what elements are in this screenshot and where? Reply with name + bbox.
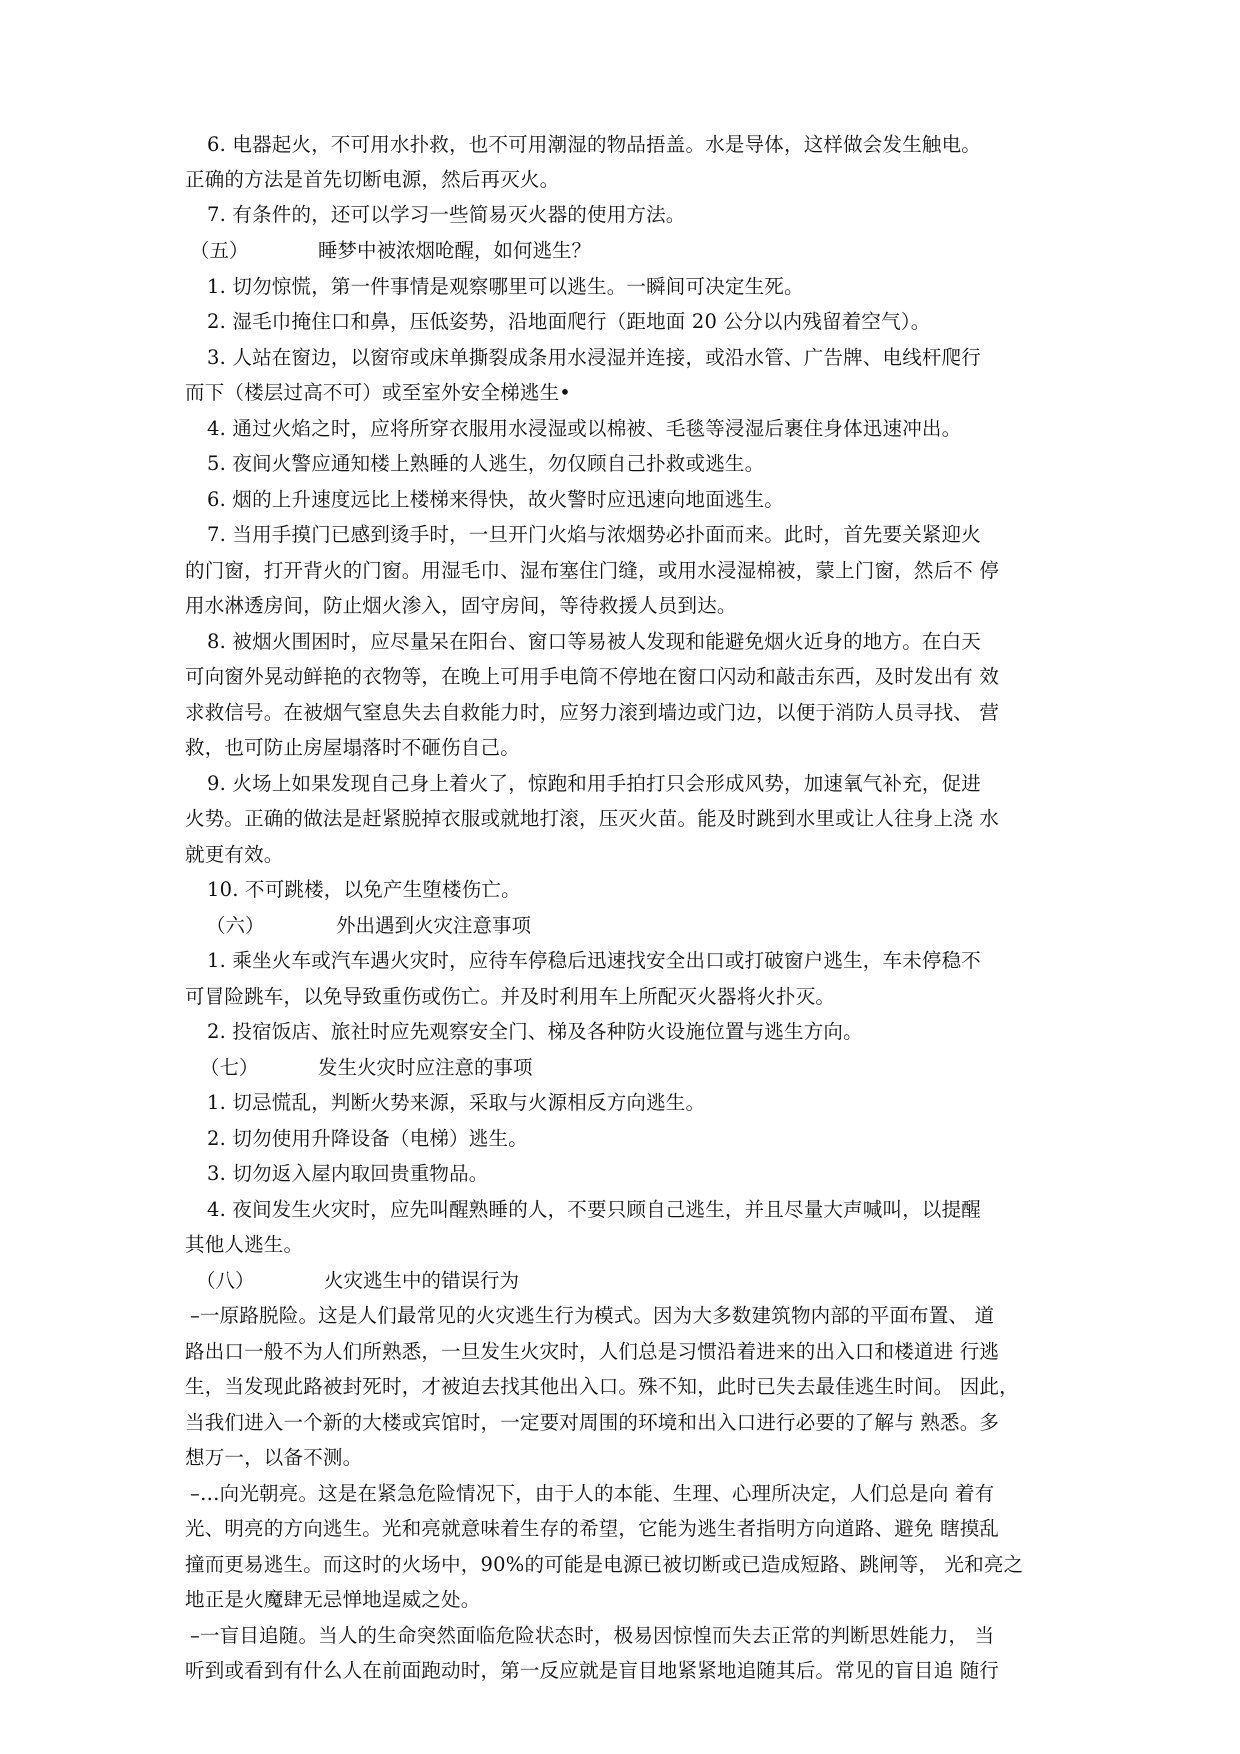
paragraph-line: 其他人逃生。	[185, 1233, 304, 1256]
paragraph-line: 2. 切勿使用升降设备（电梯）逃生。	[207, 1127, 528, 1150]
paragraph-line: 9. 火场上如果发现自己身上着火了，惊跑和用手拍打只会形成风势，加速氧气补充，促进	[207, 772, 982, 795]
paragraph-line: 就更有效。	[185, 843, 284, 866]
paragraph-line: 3. 切勿返入屋内取回贵重物品。	[207, 1162, 489, 1185]
paragraph-line: 地正是火魔肆无忌惮地逞威之处。	[185, 1588, 481, 1611]
paragraph-line: 当我们进入一个新的大楼或宾馆时，一定要对周围的环境和出入口进行必要的了解与 熟悉。多	[185, 1411, 1000, 1434]
paragraph-line: 火势。正确的做法是赶紧脱掉衣服或就地打滚，压灭火苗。能及时跳到水里或让人往身上浇 水	[185, 807, 1000, 830]
paragraph-line: 正确的方法是首先切断电源，然后再灭火。	[185, 168, 560, 191]
paragraph-line: 4. 通过火焰之时，应将所穿衣服用水浸湿或以棉被、毛毯等浸湿后裹住身体迅速冲出。	[207, 417, 962, 440]
section-heading-label: （八）	[196, 1269, 255, 1292]
paragraph-line: 5. 夜间火警应通知楼上熟睡的人逃生，勿仅顾自己扑救或逃生。	[207, 452, 765, 475]
paragraph-line: –一盲目追随。当人的生命突然面临危险状态时，极易因惊惶而失去正常的判断思姓能力， 当	[190, 1624, 995, 1647]
section-heading-title: 火灾逃生中的错误行为	[324, 1269, 520, 1292]
paragraph-line: 生，当发现此路被封死时，才被迫去找其他出入口。殊不知，此时已失去最佳逃生时间。 因此，	[185, 1375, 1019, 1398]
paragraph-line: 撞而更易逃生。而这时的火场中，90%的可能是电源已被切断或已造成短路、跳闸等， 光和亮之	[185, 1553, 1024, 1576]
section-heading-label: （七）	[200, 1056, 259, 1079]
paragraph-line: 1. 乘坐火车或汽车遇火灾时，应待车停稳后迅速找安全出口或打破窗户逃生，车未停稳不	[207, 949, 982, 972]
paragraph-line: 求救信号。在被烟气窒息失去自救能力时，应努力滚到墙边或门边，以便于消防人员寻找、 营	[185, 701, 1000, 724]
paragraph-line: 6. 烟的上升速度远比上楼梯来得快，故火警时应迅速向地面逃生。	[207, 488, 785, 511]
paragraph-line: 10. 不可跳楼，以免产生堕楼伤亡。	[207, 878, 521, 901]
paragraph-line: 7. 当用手摸门已感到烫手时，一旦开门火焰与浓烟势必扑面而来。此时，首先要关紧迎火	[207, 523, 982, 546]
paragraph-line: 救，也可防止房屋塌落时不砸伤自己。	[185, 736, 520, 759]
paragraph-line: 3. 人站在窗边，以窗帘或床单撕裂成条用水浸湿并连接，或沿水管、广告牌、电线杆爬行	[207, 346, 982, 369]
paragraph-line: 1. 切忌慌乱，判断火势来源，采取与火源相反方向逃生。	[207, 1091, 706, 1114]
paragraph-line: 7. 有条件的，还可以学习一些简易灭火器的使用方法。	[207, 203, 686, 226]
paragraph-line: –一原路脱险。这是人们最常见的火灾逃生行为模式。因为大多数建筑物内部的平面布置、 道	[190, 1304, 995, 1327]
paragraph-line: 8. 被烟火围困时，应尽量呆在阳台、窗口等易被人发现和能避免烟火近身的地方。在白天	[207, 630, 982, 653]
paragraph-line: –…向光朝亮。这是在紧急危险情况下，由于人的本能、生理、心理所决定，人们总是向 着有	[190, 1482, 995, 1505]
section-heading-label: （五）	[190, 239, 249, 262]
paragraph-line: 光、明亮的方向逃生。光和亮就意味着生存的希望，它能为逃生者指明方向道路、避免 瞎摸乱	[185, 1517, 1000, 1540]
paragraph-line: 6. 电器起火，不可用水扑救，也不可用潮湿的物品捂盖。水是导体，这样做会发生触电。	[207, 133, 982, 156]
paragraph-line: 4. 夜间发生火灾时，应先叫醒熟睡的人，不要只顾自己逃生，并且尽量大声喊叫，以提醒	[207, 1198, 982, 1221]
section-heading-label: （六）	[206, 914, 265, 937]
paragraph-line: 1. 切勿惊慌，第一件事情是观察哪里可以逃生。一瞬间可决定生死。	[207, 275, 804, 298]
paragraph-line: 2. 投宿饭店、旅社时应先观察安全门、梯及各种防火设施位置与逃生方向。	[207, 1020, 863, 1043]
section-heading-title: 睡梦中被浓烟呛醒，如何逃生？	[318, 239, 592, 262]
paragraph-line: 想万一，以备不测。	[185, 1446, 363, 1469]
section-heading-title: 外出遇到火灾注意事项	[336, 914, 532, 937]
paragraph-line: 2. 湿毛巾掩住口和鼻，压低姿势，沿地面爬行（距地面 20 公分以内残留着空气）。	[207, 310, 931, 333]
paragraph-line: 可冒险跳车，以免导致重伤或伤亡。并及时利用车上所配灭火器将火扑灭。	[185, 985, 836, 1008]
paragraph-line: 而下（楼层过高不可）或至室外安全梯逃生•	[185, 381, 572, 404]
paragraph-line: 可向窗外晃动鲜艳的衣物等，在晚上可用手电筒不停地在窗口闪动和敲击东西，及时发出有 效	[185, 665, 1000, 688]
section-heading-7	[200, 1053, 533, 1083]
paragraph-line: 用水淋透房间，防止烟火渗入，固守房间，等待救援人员到达。	[185, 594, 737, 617]
paragraph-line: 路出口一般不为人们所熟悉，一旦发生火灾时，人们总是习惯沿着进来的出入口和楼道进 行逃	[185, 1340, 1000, 1363]
section-heading-8	[196, 1266, 520, 1296]
section-heading-5	[190, 236, 592, 266]
section-heading-6	[206, 911, 532, 941]
section-heading-title: 发生火灾时应注意的事项	[318, 1056, 533, 1079]
paragraph-line: 的门窗，打开背火的门窗。用湿毛巾、湿布塞住门缝，或用水浸湿棉被，蒙上门窗，然后不 停	[185, 559, 1000, 582]
paragraph-line: 听到或看到有什么人在前面跑动时，第一反应就是盲目地紧紧地追随其后。常见的盲目追 随行	[185, 1659, 1000, 1682]
